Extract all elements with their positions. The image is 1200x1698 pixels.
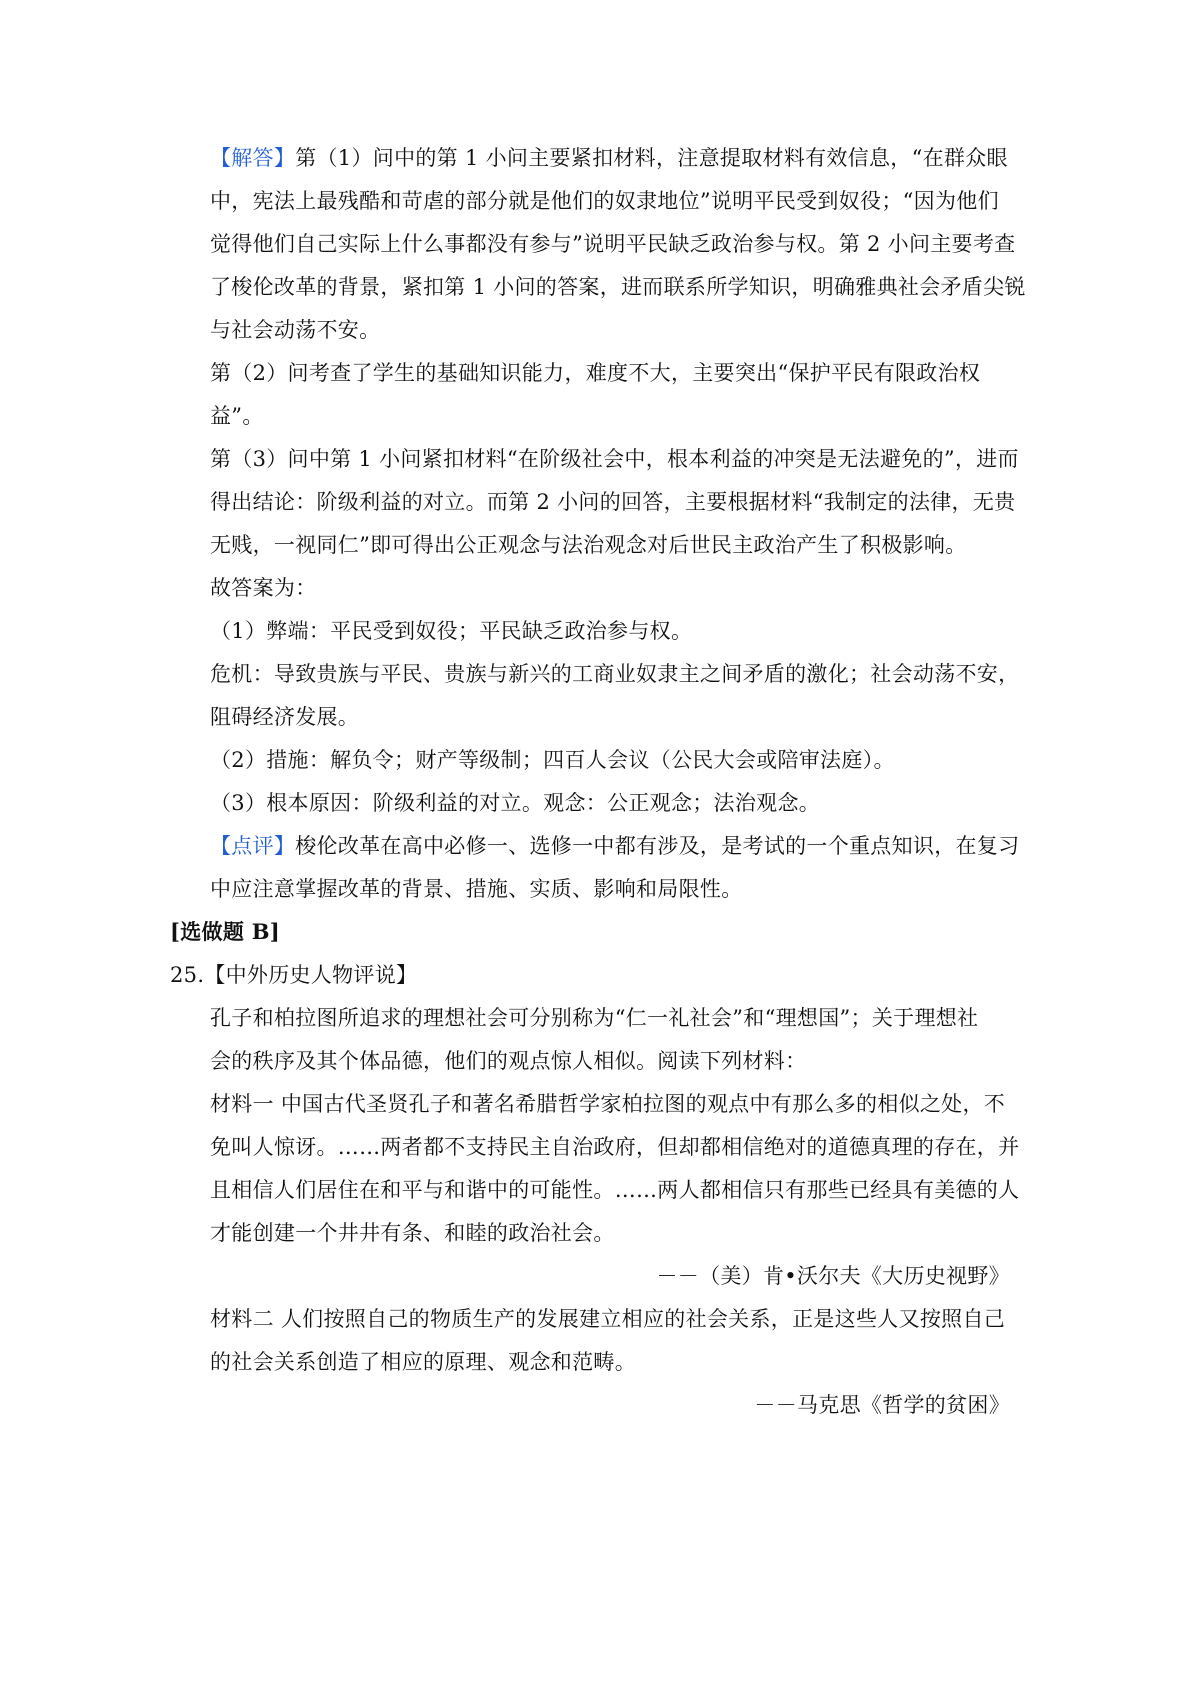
question-intro-2: 会的秩序及其个体品德，他们的观点惊人相似。阅读下列材料： [210, 1049, 807, 1073]
section-heading: [选做题 B] [170, 919, 281, 944]
answer-line-6: 第（2）问考查了学生的基础知识能力，难度不大，主要突出“保护平民有限政治权 [210, 361, 981, 385]
material1-line-4: 才能创建一个井井有条、和睦的政治社会。 [210, 1221, 615, 1245]
answer-line-14: 阻碍经济发展。 [210, 705, 360, 729]
answer-line-1 [210, 143, 1030, 173]
answer-line-8: 第（3）问中第 1 小问紧扣材料“在阶级社会中，根本利益的冲突是无法避免的”，进而 [210, 447, 1019, 471]
material2-line-2: 的社会关系创造了相应的原理、观念和范畴。 [210, 1350, 636, 1374]
answer-line-7: 益”。 [210, 404, 264, 428]
answer-line-5: 与社会动荡不安。 [210, 318, 381, 342]
comment-tag: 【点评】 [210, 834, 296, 858]
answer-tag: 【解答】 [210, 146, 296, 170]
material1-line-2: 免叫人惊讶。……两者都不支持民主自治政府，但却都相信绝对的道德真理的存在，并 [210, 1135, 1020, 1159]
question-intro-1: 孔子和柏拉图所追求的理想社会可分别称为“仁一礼社会”和“理想国”；关于理想社 [210, 1006, 979, 1030]
comment-line-1 [210, 831, 1030, 861]
comment-line-2: 中应注意掌握改革的背景、措施、实质、影响和局限性。 [210, 877, 743, 901]
answer-line-3: 觉得他们自己实际上什么事都没有参与”说明平民缺乏政治参与权。第 2 小问主要考查 [210, 232, 1016, 256]
answer-text: 第（1）问中的第 1 小问主要紧扣材料，注意提取材料有效信息，“在群众眼 [295, 146, 1008, 170]
answer-line-13: 危机：导致贵族与平民、贵族与新兴的工商业奴隶主之间矛盾的激化；社会动荡不安， [210, 662, 1020, 686]
answer-line-11: 故答案为： [210, 576, 317, 600]
answer-line-12: （1）弊端：平民受到奴役；平民缺乏政治参与权。 [210, 619, 693, 643]
answer-line-15: （2）措施：解负令；财产等级制；四百人会议（公民大会或陪审法庭）。 [210, 748, 895, 772]
comment-text: 梭伦改革在高中必修一、选修一中都有涉及，是考试的一个重点知识，在复习 [295, 834, 1020, 858]
material2-line-1: 材料二 人们按照自己的物质生产的发展建立相应的社会关系，正是这些人又按照自己 [210, 1307, 1006, 1331]
material2-source: －－马克思《哲学的贫困》 [754, 1393, 1010, 1417]
question-title: 25.【中外历史人物评说】 [170, 963, 418, 987]
answer-line-10: 无贱，一视同仁”即可得出公正观念与法治观念对后世民主政治产生了积极影响。 [210, 533, 967, 557]
material1-line-3: 且相信人们居住在和平与和谐中的可能性。……两人都相信只有那些已经具有美德的人 [210, 1178, 1020, 1202]
answer-line-9: 得出结论：阶级利益的对立。而第 2 小问的回答，主要根据材料“我制定的法律，无贵 [210, 490, 1016, 514]
material1-source: －－（美）肯•沃尔夫《大历史视野》 [656, 1264, 1010, 1288]
answer-line-4: 了梭伦改革的背景，紧扣第 1 小问的答案，进而联系所学知识，明确雅典社会矛盾尖锐 [210, 275, 1026, 299]
answer-line-16: （3）根本原因：阶级利益的对立。观念：公正观念；法治观念。 [210, 791, 821, 815]
material1-line-1: 材料一 中国古代圣贤孔子和著名希腊哲学家柏拉图的观点中有那么多的相似之处，不 [210, 1092, 1006, 1116]
answer-line-2: 中，宪法上最残酷和苛虐的部分就是他们的奴隶地位”说明平民受到奴役；“因为他们 [210, 189, 999, 213]
